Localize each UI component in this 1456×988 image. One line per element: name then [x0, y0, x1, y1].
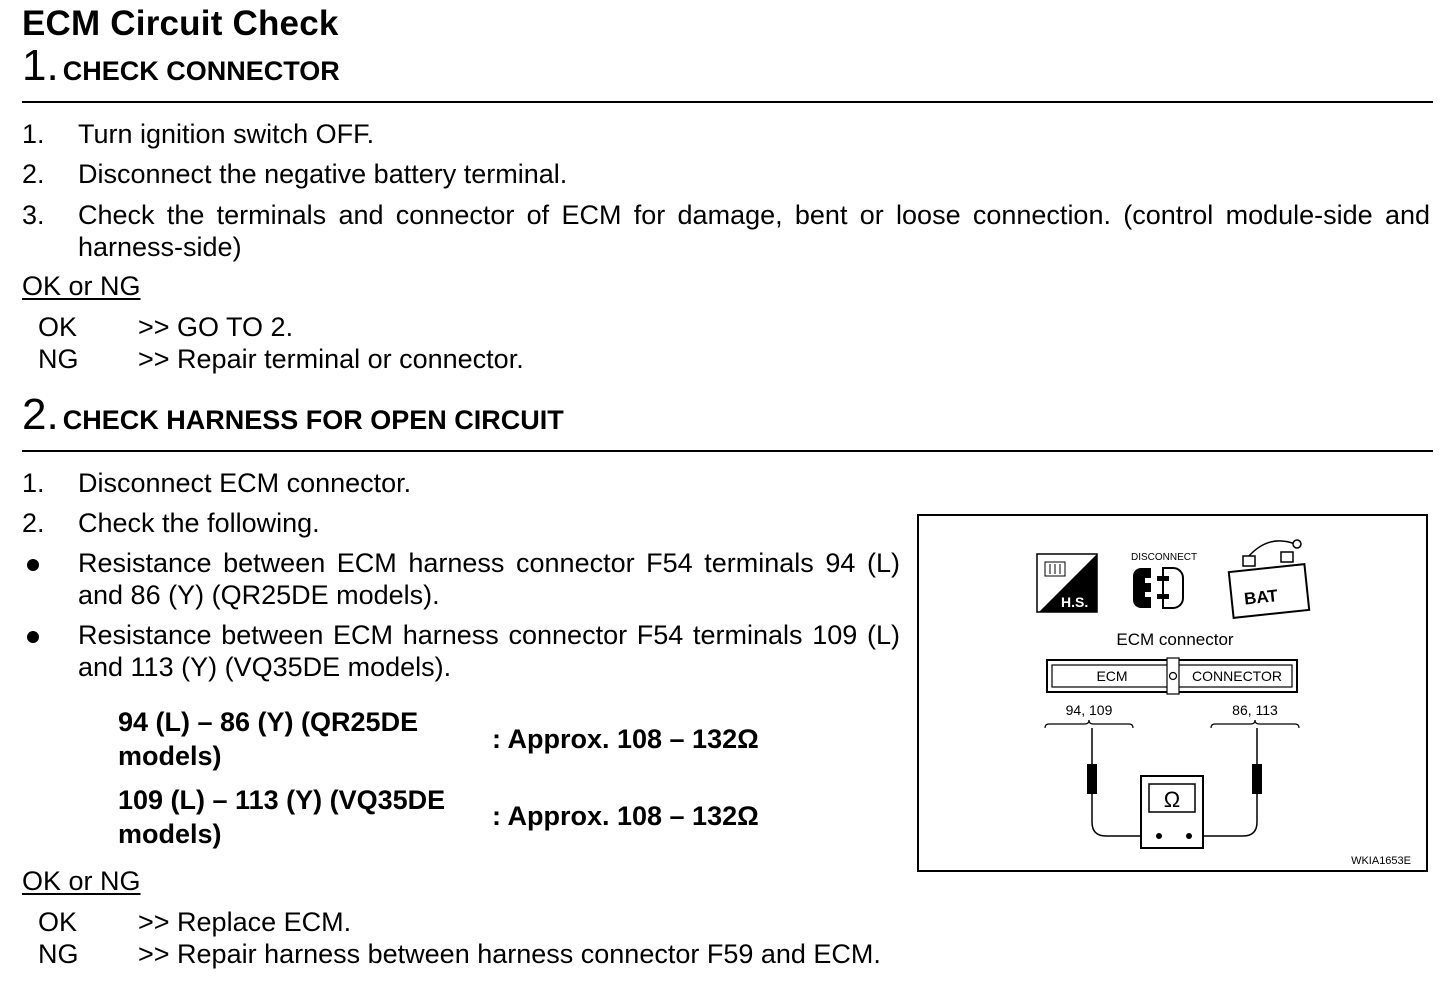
bullet-text: Resistance between ECM harness connector F54 terminals 94 (L) and 86 (Y) (QR25DE models). [78, 548, 900, 610]
section-2-bullet-1 [22, 547, 900, 611]
result-key: OK [38, 312, 78, 342]
section-1-header [22, 41, 340, 90]
section-2-okng-heading: OK or NG [22, 866, 141, 896]
step-number: 2. [22, 508, 45, 538]
ecm-connector-diagram [917, 514, 1428, 872]
ohmmeter [1141, 776, 1203, 848]
bullet-dot [22, 619, 78, 683]
section-1-title: CHECK CONNECTOR [62, 56, 340, 86]
step-text: Check the terminals and connector of ECM for damage, bent or loose connection. (control module-side and harness-side) [78, 200, 1430, 262]
section-2-step-2 [22, 507, 902, 539]
connector-left-label: ECM [1096, 668, 1128, 684]
connector-title: ECM connector [1116, 630, 1234, 649]
section-2-number: 2. [22, 390, 59, 439]
result-action: >> Repair harness between harness connector F59 and ECM. [138, 939, 881, 969]
section-1-step-1 [22, 118, 1433, 150]
section-2-step-1 [22, 467, 902, 499]
step-number: 1. [22, 468, 45, 498]
spec-label-qr25de: 94 (L) – 86 (Y) (QR25DE models) [118, 707, 419, 771]
step-number: 2. [22, 159, 45, 189]
section-2-result-ng [38, 938, 881, 970]
disconnect-icon-label: DISCONNECT [1131, 552, 1198, 563]
bullet-dot [22, 547, 78, 611]
result-action: >> Replace ECM. [138, 907, 352, 937]
result-key: NG [38, 939, 79, 969]
step-number: 1. [22, 119, 45, 149]
section-2-result-ok [38, 906, 351, 938]
page-title: ECM Circuit Check [22, 4, 339, 43]
probe-right [1252, 728, 1262, 822]
section-1-result-ng [38, 343, 524, 375]
step-number: 3. [22, 200, 45, 230]
battery-icon [1229, 540, 1309, 618]
section-2-header [22, 390, 564, 439]
result-action: >> Repair terminal or connector. [138, 344, 524, 374]
bracket-right [1211, 720, 1299, 728]
step-text: Disconnect the negative battery terminal. [78, 159, 568, 189]
result-action: >> GO TO 2. [138, 312, 294, 342]
section-1-okng-heading: OK or NG [22, 271, 141, 301]
disconnect-icon [1131, 552, 1197, 608]
hs-icon-label: H.S. [1061, 594, 1089, 610]
bracket-left [1045, 720, 1133, 728]
section-1-number: 1. [22, 41, 59, 90]
result-key: OK [38, 907, 78, 937]
spec-label-vq35de: 109 (L) – 113 (Y) (VQ35DE models) [118, 785, 446, 849]
bullet-text: Resistance between ECM harness connector F54 terminals 109 (L) and 113 (Y) (VQ35DE models). [78, 620, 900, 682]
result-key: NG [38, 344, 79, 374]
hs-icon [1037, 554, 1097, 612]
section-2-rule [22, 450, 1433, 452]
probe-left [1087, 728, 1097, 822]
section-2-title: CHECK HARNESS FOR OPEN CIRCUIT [62, 405, 564, 435]
figure-id: WKIA1653E [1351, 855, 1411, 867]
meter-symbol: Ω [1163, 787, 1181, 812]
battery-icon-label: BAT [1243, 586, 1279, 609]
section-1-step-3 [22, 199, 1430, 263]
step-text: Disconnect ECM connector. [78, 468, 412, 498]
section-1-rule [22, 101, 1433, 103]
diagram-svg [919, 516, 1426, 870]
terminals-right-label: 86, 113 [1232, 702, 1278, 718]
step-text: Turn ignition switch OFF. [78, 119, 375, 149]
section-1-step-2 [22, 158, 1433, 190]
section-2-bullet-2 [22, 619, 900, 683]
step-text: Check the following. [78, 508, 320, 538]
spec-value-vq35de: : Approx. 108 – 132Ω [492, 801, 759, 831]
section-1-result-ok [38, 311, 293, 343]
connector-right-label: CONNECTOR [1192, 668, 1282, 684]
spec-value-qr25de: : Approx. 108 – 132Ω [492, 724, 759, 754]
terminals-left-label: 94, 109 [1065, 702, 1113, 718]
ecm-connector-graphic [1047, 658, 1297, 694]
